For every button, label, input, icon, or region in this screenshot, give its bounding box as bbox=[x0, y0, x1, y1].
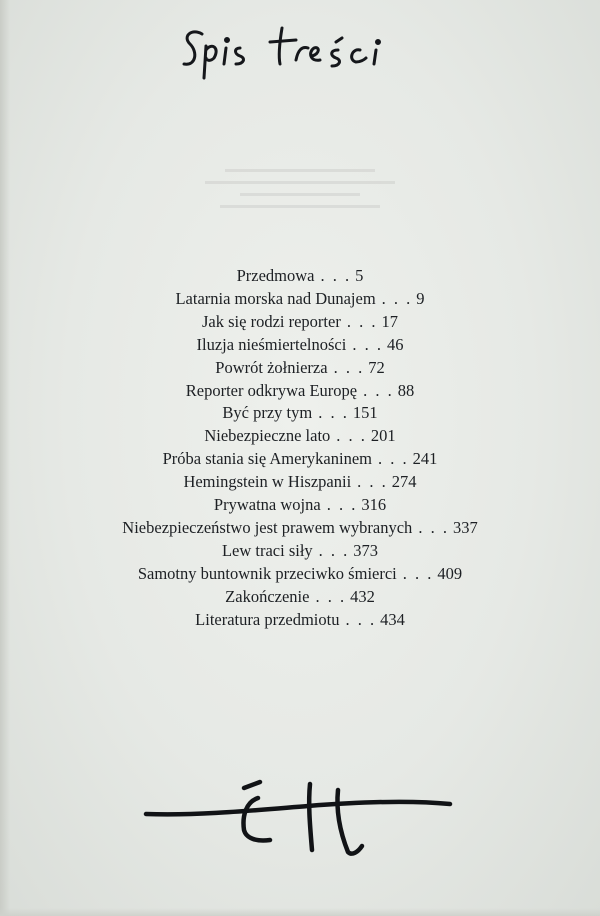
toc-entry bbox=[20, 265, 580, 288]
toc-entry bbox=[20, 402, 580, 425]
toc-entry-page: 201 bbox=[370, 426, 396, 446]
toc-leader: . . . bbox=[352, 334, 383, 354]
toc-entry-title: Próba stania się Amerykaninem bbox=[162, 449, 373, 469]
toc-entry-page: 88 bbox=[397, 380, 415, 400]
toc-entry-title: Reporter odkrywa Europę bbox=[185, 380, 358, 400]
toc-entry bbox=[20, 357, 580, 380]
toc-entry-page: 46 bbox=[386, 334, 404, 354]
toc-leader: . . . bbox=[336, 426, 367, 446]
toc-entry-title: Niebezpieczeństwo jest prawem wybranych bbox=[122, 517, 413, 537]
toc-leader: . . . bbox=[346, 311, 378, 331]
toc-entry bbox=[20, 494, 580, 517]
toc-entry-page: 409 bbox=[437, 563, 463, 583]
toc-entry-title: Powrót żołnierza bbox=[215, 357, 328, 377]
toc-leader: . . . bbox=[315, 586, 347, 606]
toc-leader: . . . bbox=[320, 266, 352, 285]
toc-entry-page: 72 bbox=[368, 357, 385, 377]
toc-entry-page: 5 bbox=[355, 266, 364, 285]
toc-entry bbox=[20, 425, 580, 448]
toc-entry bbox=[20, 540, 580, 563]
toc-entry-title: Literatura przedmiotu bbox=[195, 609, 340, 629]
toc-entry bbox=[20, 334, 580, 357]
toc-entry-title: Iluzja nieśmiertelności bbox=[196, 334, 347, 354]
toc-entry-page: 432 bbox=[350, 586, 375, 606]
toc-entry-title: Przedmowa bbox=[236, 266, 315, 285]
handwritten-signature bbox=[138, 776, 458, 866]
toc-entry-title: Niebezpieczne lato bbox=[204, 426, 331, 446]
toc-leader: . . . bbox=[357, 472, 388, 492]
toc-entry-title: Lew traci siły bbox=[221, 540, 313, 560]
toc-entry-title: Latarnia morska nad Dunajem bbox=[175, 288, 376, 308]
toc-entry bbox=[20, 586, 580, 609]
toc-entry-page: 337 bbox=[452, 517, 478, 537]
toc-leader: . . . bbox=[378, 449, 409, 469]
page-edge-shadow bbox=[0, 0, 10, 916]
toc-entry-page: 274 bbox=[391, 472, 417, 492]
toc-entry-page: 316 bbox=[361, 495, 387, 515]
toc-entry-page: 434 bbox=[380, 609, 405, 629]
toc-entry-title: Zakończenie bbox=[225, 586, 310, 606]
toc-leader: . . . bbox=[318, 403, 349, 423]
toc-leader: . . . bbox=[326, 495, 358, 515]
toc-entry-title: Prywatna wojna bbox=[213, 495, 321, 515]
toc-entry bbox=[20, 311, 580, 334]
table-of-contents bbox=[20, 265, 580, 632]
toc-leader: . . . bbox=[418, 517, 449, 537]
toc-leader: . . . bbox=[381, 288, 413, 308]
toc-entry-page: 9 bbox=[416, 288, 425, 308]
toc-leader: . . . bbox=[318, 540, 350, 560]
toc-entry-page: 151 bbox=[352, 403, 378, 423]
toc-entry-title: Jak się rodzi reporter bbox=[202, 311, 341, 331]
toc-entry bbox=[20, 288, 580, 311]
toc-leader: . . . bbox=[363, 380, 394, 400]
toc-entry-page: 373 bbox=[353, 540, 379, 560]
page-bottom-shadow bbox=[0, 908, 600, 916]
toc-entry bbox=[20, 517, 580, 540]
toc-entry-page: 241 bbox=[412, 449, 438, 469]
toc-entry-page: 17 bbox=[381, 311, 398, 331]
toc-entry bbox=[20, 563, 580, 586]
toc-entry-title: Być przy tym bbox=[222, 403, 313, 423]
toc-entry bbox=[20, 471, 580, 494]
toc-leader: . . . bbox=[333, 357, 365, 377]
toc-leader: . . . bbox=[345, 609, 377, 629]
toc-leader: . . . bbox=[402, 563, 434, 583]
toc-entry bbox=[20, 380, 580, 403]
toc-entry bbox=[20, 609, 580, 632]
toc-entry-title: Samotny buntownik przeciwko śmierci bbox=[137, 563, 397, 583]
bleed-through-text bbox=[190, 160, 410, 240]
handwritten-heading bbox=[178, 20, 398, 90]
toc-entry bbox=[20, 448, 580, 471]
toc-entry-title: Hemingstein w Hiszpanii bbox=[183, 472, 352, 492]
